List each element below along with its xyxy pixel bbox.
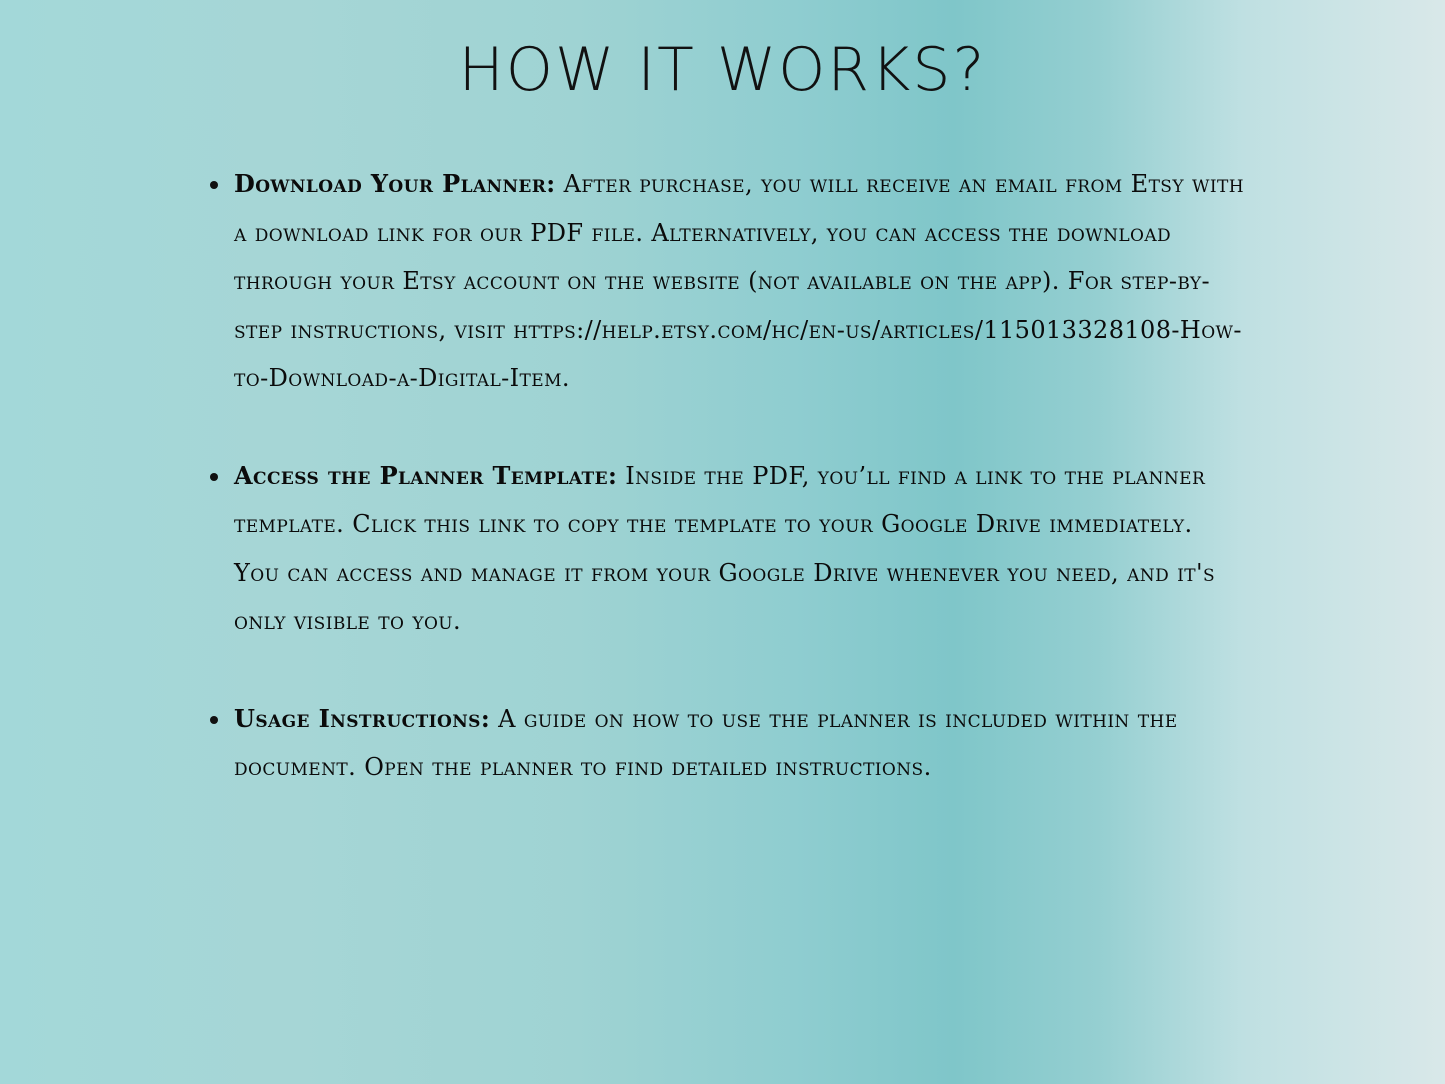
steps-list <box>234 160 1244 792</box>
list-item-download <box>234 160 1244 403</box>
list-item-usage <box>234 695 1244 792</box>
bullet-icon <box>210 181 218 189</box>
bullet-icon <box>210 473 218 481</box>
step-heading: Download Your Planner: <box>234 169 556 198</box>
step-text: After purchase, you will receive an email from Etsy with a download link for our PDF file. Alternatively, you can access the download through your Etsy account on the website (not available on the app). For step-by-step instructions, visit https://help.etsy.com/hc/en-us/articles/115013328108-How-to-Download-a-Digital-Item. <box>234 170 1244 392</box>
step-heading: Usage Instructions: <box>234 703 491 733</box>
step-heading: Access the Planner Template: <box>234 460 618 490</box>
page-title: HOW IT WORKS? <box>458 35 987 105</box>
list-item-access <box>234 452 1244 646</box>
step-text: A guide on how to use the planner is included within the document. Open the planner to find detailed instructions. <box>234 704 1178 781</box>
bullet-icon <box>210 716 218 724</box>
step-text: Inside the PDF, you’ll find a link to the planner template. Click this link to copy the template to your Google Drive immediately. You can access and manage it from your Google Drive whenever you need, and it's only visible to you. <box>234 461 1216 635</box>
